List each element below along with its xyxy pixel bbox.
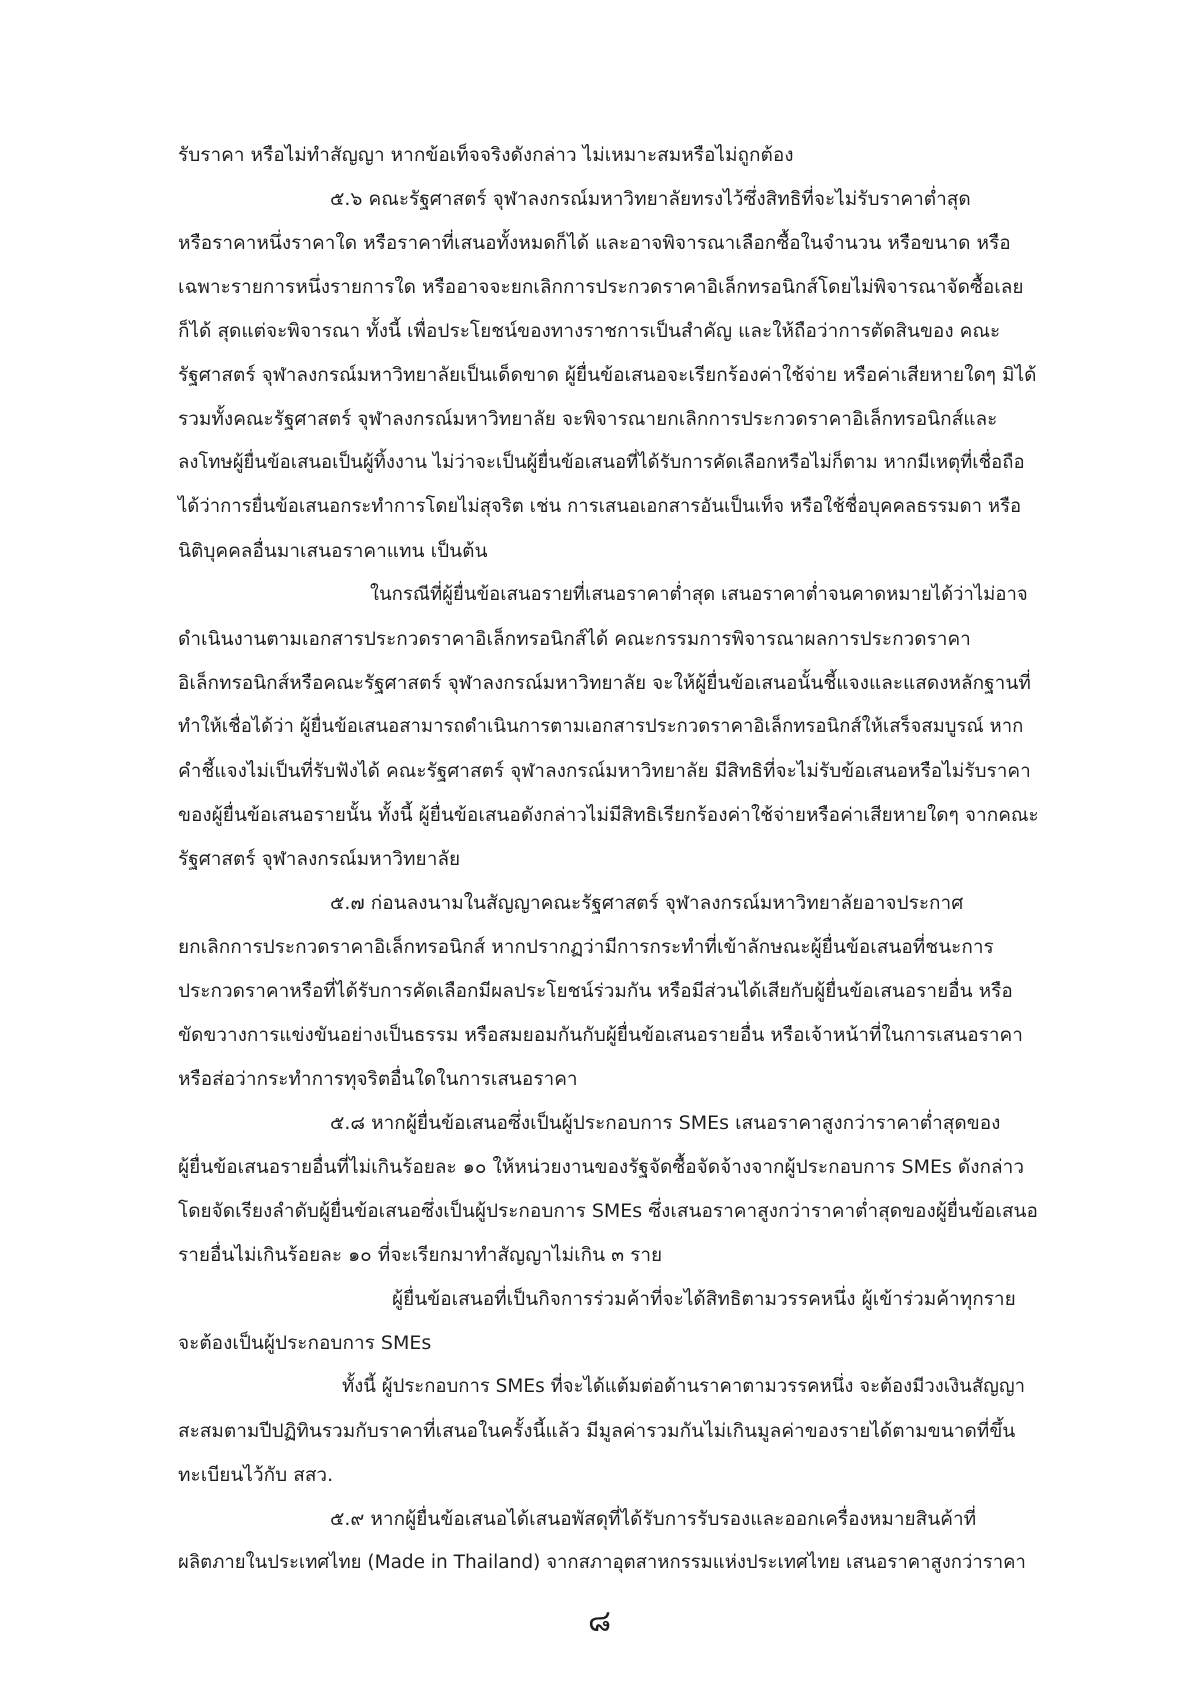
- text-line: ของผู้ยื่นข้อเสนอรายนั้น ทั้งนี้ ผู้ยื่นข้อเสนอดังกล่าวไม่มีสิทธิเรียกร้องค่าใช้จ่ายหรือค่าเสียหายใดๆ จากคณะ: [178, 804, 1039, 826]
- text-line: ก็ได้ สุดแต่จะพิจารณา ทั้งนี้ เพื่อประโยชน์ของทางราชการเป็นสำคัญ และให้ถือว่าการตัดสินของ คณะ: [178, 320, 1001, 342]
- text-line: ทะเบียนไว้กับ สสว.: [178, 1464, 334, 1486]
- text-line: จะต้องเป็นผู้ประกอบการ SMEs: [178, 1332, 432, 1354]
- clause-5-6-heading: ๕.๖ คณะรัฐศาสตร์ จุฬาลงกรณ์มหาวิทยาลัยทรงไว้ซึ่งสิทธิที่จะไม่รับราคาต่ำสุด: [330, 188, 971, 210]
- text-line: คำชี้แจงไม่เป็นที่รับฟังได้ คณะรัฐศาสตร์ จุฬาลงกรณ์มหาวิทยาลัย มีสิทธิที่จะไม่รับข้อเสนอหรือไม่รับราคา: [178, 760, 1031, 782]
- text-line: ผู้ยื่นข้อเสนอรายอื่นที่ไม่เกินร้อยละ ๑๐ ให้หน่วยงานของรัฐจัดซื้อจัดจ้างจากผู้ประกอบการ SMEs ดังกล่าว: [178, 1156, 1025, 1178]
- paragraph-indented-start: ผู้ยื่นข้อเสนอที่เป็นกิจการร่วมค้าที่จะได้สิทธิตามวรรคหนึ่ง ผู้เข้าร่วมค้าทุกราย: [392, 1288, 1016, 1310]
- page-number: ๘: [588, 1604, 612, 1639]
- text-line: ลงโทษผู้ยื่นข้อเสนอเป็นผู้ทิ้งงาน ไม่ว่าจะเป็นผู้ยื่นข้อเสนอที่ได้รับการคัดเลือกหรือไม่ก็ตาม หากมีเหตุที่เชื่อถือ: [178, 452, 1025, 473]
- text-line: อิเล็กทรอนิกส์หรือคณะรัฐศาสตร์ จุฬาลงกรณ์มหาวิทยาลัย จะให้ผู้ยื่นข้อเสนอนั้นชี้แจงและแสดงหลักฐานที่: [178, 672, 1031, 694]
- text-line: นิติบุคคลอื่นมาเสนอราคาแทน เป็นต้น: [178, 540, 488, 562]
- text-line: รัฐศาสตร์ จุฬาลงกรณ์มหาวิทยาลัย: [178, 848, 461, 870]
- text-line: โดยจัดเรียงลำดับผู้ยื่นข้อเสนอซึ่งเป็นผู้ประกอบการ SMEs ซึ่งเสนอราคาสูงกว่าราคาต่ำสุดของผู้ยื่นข้อเสนอ: [178, 1200, 1038, 1222]
- text-line: รวมทั้งคณะรัฐศาสตร์ จุฬาลงกรณ์มหาวิทยาลัย จะพิจารณายกเลิกการประกวดราคาอิเล็กทรอนิกส์และ: [178, 408, 998, 430]
- text-line: เฉพาะรายการหนึ่งรายการใด หรืออาจจะยกเลิกการประกวดราคาอิเล็กทรอนิกส์โดยไม่พิจารณาจัดซื้อเลย: [178, 276, 1024, 298]
- clause-5-8-heading: ๕.๘ หากผู้ยื่นข้อเสนอซึ่งเป็นผู้ประกอบการ SMEs เสนอราคาสูงกว่าราคาต่ำสุดของ: [330, 1112, 1001, 1134]
- text-line: ผลิตภายในประเทศไทย (Made in Thailand) จากสภาอุตสาหกรรมแห่งประเทศไทย เสนอราคาสูงกว่าราคา: [178, 1552, 1026, 1573]
- text-line: ทำให้เชื่อได้ว่า ผู้ยื่นข้อเสนอสามารถดำเนินการตามเอกสารประกวดราคาอิเล็กทรอนิกส์ให้เสร็จสมบูรณ์ หาก: [178, 716, 1024, 737]
- paragraph-indented-start: ในกรณีที่ผู้ยื่นข้อเสนอรายที่เสนอราคาต่ำสุด เสนอราคาต่ำจนคาดหมายได้ว่าไม่อาจ: [370, 584, 1028, 605]
- clause-5-9-heading: ๕.๙ หากผู้ยื่นข้อเสนอได้เสนอพัสดุที่ได้รับการรับรองและออกเครื่องหมายสินค้าที่: [330, 1508, 977, 1530]
- text-line: หรือราคาหนึ่งราคาใด หรือราคาที่เสนอทั้งหมดก็ได้ และอาจพิจารณาเลือกซื้อในจำนวน หรือขนาด หรือ: [178, 232, 1011, 254]
- text-line: รายอื่นไม่เกินร้อยละ ๑๐ ที่จะเรียกมาทำสัญญาไม่เกิน ๓ ราย: [178, 1244, 663, 1266]
- clause-5-7-heading: ๕.๗ ก่อนลงนามในสัญญาคณะรัฐศาสตร์ จุฬาลงกรณ์มหาวิทยาลัยอาจประกาศ: [330, 892, 964, 914]
- paragraph-indented-start: ทั้งนี้ ผู้ประกอบการ SMEs ที่จะได้แต้มต่อด้านราคาตามวรรคหนึ่ง จะต้องมีวงเงินสัญญา: [342, 1376, 1026, 1397]
- text-line: ประกวดราคาหรือที่ได้รับการคัดเลือกมีผลประโยชน์ร่วมกัน หรือมีส่วนได้เสียกับผู้ยื่นข้อเสนอรายอื่น หรือ: [178, 980, 1013, 1002]
- text-line: ดำเนินงานตามเอกสารประกวดราคาอิเล็กทรอนิกส์ได้ คณะกรรมการพิจารณาผลการประกวดราคา: [178, 628, 971, 650]
- text-line: รัฐศาสตร์ จุฬาลงกรณ์มหาวิทยาลัยเป็นเด็ดขาด ผู้ยื่นข้อเสนอจะเรียกร้องค่าใช้จ่าย หรือค่าเสียหายใดๆ มิได้: [178, 364, 1037, 386]
- text-line: สะสมตามปีปฏิทินรวมกับราคาที่เสนอในครั้งนี้แล้ว มีมูลค่ารวมกันไม่เกินมูลค่าของรายได้ตามขนาดที่ขึ้น: [178, 1420, 1016, 1442]
- text-line: ยกเลิกการประกวดราคาอิเล็กทรอนิกส์ หากปรากฏว่ามีการกระทำที่เข้าลักษณะผู้ยื่นข้อเสนอที่ชนะการ: [178, 936, 994, 958]
- text-line: รับราคา หรือไม่ทำสัญญา หากข้อเท็จจริงดังกล่าว ไม่เหมาะสมหรือไม่ถูกต้อง: [178, 144, 794, 166]
- text-line: ได้ว่าการยื่นข้อเสนอกระทำการโดยไม่สุจริต เช่น การเสนอเอกสารอันเป็นเท็จ หรือใช้ชื่อบุคคลธรรมดา หรือ: [178, 496, 1022, 517]
- text-line: หรือส่อว่ากระทำการทุจริตอื่นใดในการเสนอราคา: [178, 1068, 578, 1090]
- text-line: ขัดขวางการแข่งขันอย่างเป็นธรรม หรือสมยอมกันกับผู้ยื่นข้อเสนอรายอื่น หรือเจ้าหน้าที่ในการเสนอราคา: [178, 1024, 1023, 1046]
